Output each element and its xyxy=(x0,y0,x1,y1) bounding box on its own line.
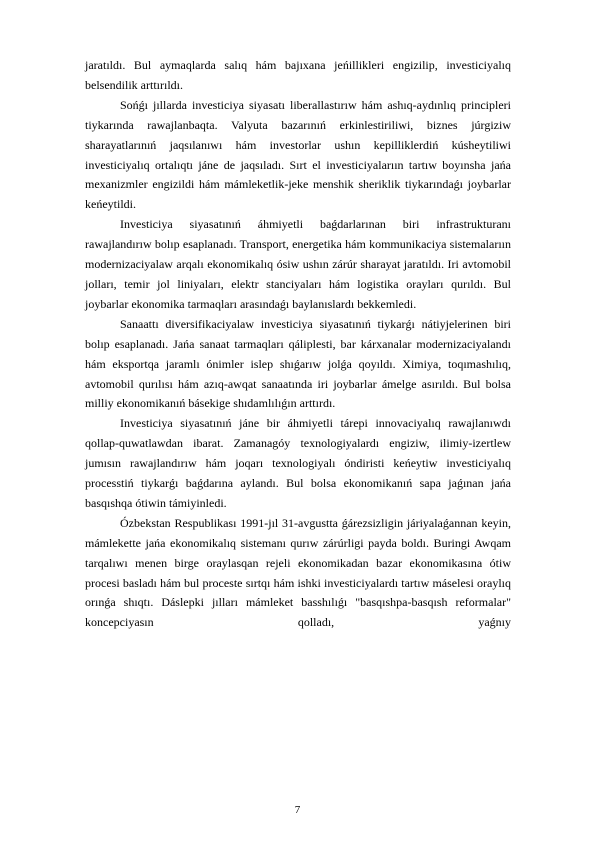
body-text xyxy=(85,56,511,633)
paragraph-independence: Ózbekstan Respublikası 1991-jıl 31-avgustta ǵárezsizligin járiyalaǵannan keyin, mámlekette jańa ekonomikalıq sistemanı qurıw zárúrligi payda boldı. Buringi Awqam tarqalıwı menen birge oraylasqan rejeli ekonomikadan bazar ekonomikasına ótiw procesi basladı hám bul proceste sırtqı hám ishki investiciyalardı tartıw máselesi oraylıq orınǵa shıqtı. Dáslepki jılları mámleket basshılıǵı "basqıshpa-basqısh reformalar" koncepciyasın qolladı, yaǵnıy xyxy=(85,515,511,630)
page-number: 7 xyxy=(294,804,301,816)
paragraph-liberalization: Sońǵı jıllarda investiciya siyasatı liberallastırıw hám ashıq-aydınlıq principleri tiykarında rawajlanbaqta. Valyuta bazarınıń erkinlestiriliwi, biznes júrgiziw sharayatlarınıń jaqsılanıwı hám investorlar ushın kepilliklerdiń kúsheytiliwi investiciyalıq ortalıqtı jáne de jaqsıladı. Sırt el investiciyalarıın tartıw boyınsha jańa mexanizmler engizildi hám mámleketlik-jeke menshik sheriklik tiykarındaǵı joybarlar keńeytildi. xyxy=(85,97,511,212)
paragraph-infrastructure: Investiciya siyasatınıń áhmiyetli baǵdarlarınan biri infrastrukturanı rawajlandırıw bolıp esaplanadı. Transport, energetika hám kommunikaciya sistemalarıın modernizaciyalaw arqalı ekonomikalıq ósiw ushın zárúr sharayat jaratıldı. Iri avtomobil jolları, temir jol liniyaları, elektr stanciyaları hám logistika orayları qurıldı. Bul joybarlar ekonomika tarmaqları arasındaǵı baylanıslardı bekkemledi. xyxy=(85,217,511,311)
paragraph-industry-diversification: Sanaattı diversifikaciyalaw investiciya siyasatınıń tiykarǵı nátiyjelerinen biri bolıp esaplanadı. Jańa sanaat tarmaqları qáliplesti, bar kárxanalar modernizaciyalandı hám eksportqa jaramlı ónimler islep shıǵarıw jolǵa qoyıldı. Ximiya, toqımashılıq, avtomobil qurılısı hám azıq-awqat sanaatında iri joybarlar ámelge asırıldı. Bul bolsa milliy ekonomikanıń básekige shıdamlılıǵın arttırdı. xyxy=(85,316,511,411)
paragraph-innovation: Investiciya siyasatınıń jáne bir áhmiyetli tárepi innovaciyalıq rawajlanıwdı qollap-quwatlawdan ibarat. Zamanagóy texnologiyalardı engiziw, ilimiy-izertlew jumısın rawajlandırıw hám joqarı texnologiyalı óndiristi keńeytiw investiciyalıq processtiń tiykarǵı baǵdarına aylandı. Bul bolsa ekonomikanıń sapa jaǵınan jańa basqıshqa ótiwin támiyinledi. xyxy=(85,416,511,510)
paragraph-continuation: jaratıldı. Bul aymaqlarda salıq hám bajıxana jeńillikleri engizilip, investiciyalıq belsendilik arttırıldı. xyxy=(85,58,511,92)
